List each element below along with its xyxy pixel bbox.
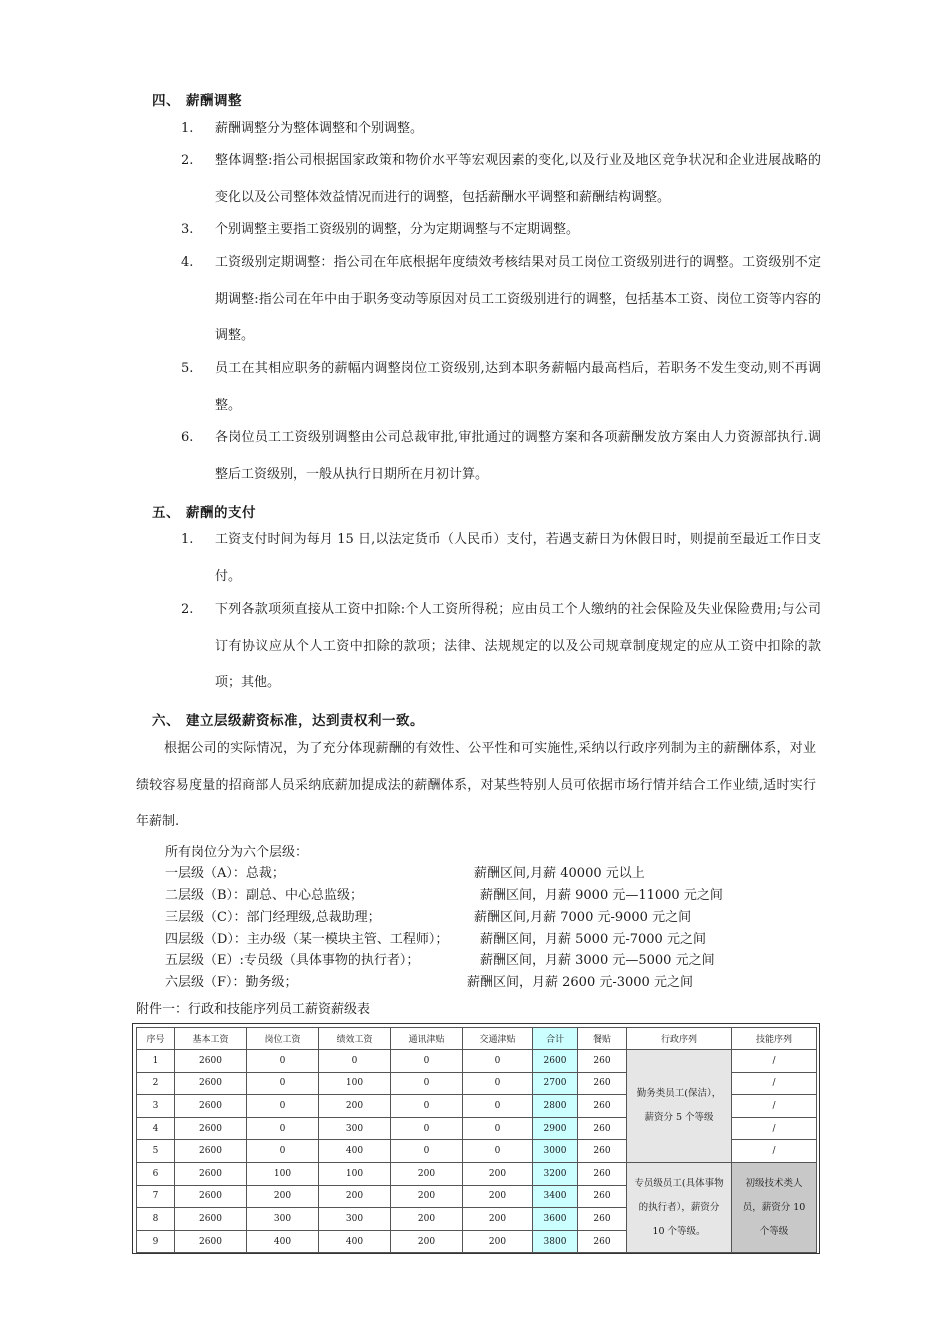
table-cell: 7: [137, 1185, 175, 1208]
table-cell: 260: [578, 1117, 627, 1140]
header-cell: 基本工资: [175, 1028, 247, 1050]
item-text: 整体调整:指公司根据国家政策和物价水平等宏观因素的变化,以及行业及地区竞争状况和企业进展战略的变化以及公司整体效益情况而进行的调整，包括薪酬水平调整和薪酬结构调整。: [215, 153, 821, 205]
skill-cell: /: [732, 1050, 817, 1073]
sec4-item-5: [181, 351, 821, 424]
table-cell: 0: [391, 1117, 463, 1140]
table-cell: 0: [391, 1140, 463, 1163]
table-header-row: [137, 1028, 817, 1050]
table-cell: 0: [463, 1072, 533, 1095]
section-4-title: 薪酬调整: [186, 93, 242, 109]
item-number: 1.: [181, 532, 194, 547]
item-text: 员工在其相应职务的薪幅内调整岗位工资级别,达到本职务薪幅内最高档后，若职务不发生变动,则不再调整。: [215, 361, 821, 413]
header-cell: 行政序列: [627, 1028, 732, 1050]
item-text: 工资支付时间为每月 15 日,以法定货币（人民币）支付，若遇支薪日为休假日时，则提前至最近工作日支付。: [215, 532, 821, 584]
table-cell: 3200: [533, 1162, 578, 1185]
section-5-heading: [152, 501, 256, 521]
section-6-title: 建立层级薪资标准，达到责权利一致。: [186, 713, 424, 729]
header-cell: 合计: [533, 1028, 578, 1050]
table-cell: 0: [391, 1095, 463, 1118]
table-row: [137, 1050, 817, 1073]
item-number: 2.: [181, 153, 194, 168]
table-cell: 0: [319, 1050, 391, 1073]
item-number: 6.: [181, 430, 194, 445]
section-4-heading: [152, 89, 242, 109]
sec4-item-3: [181, 212, 821, 249]
table-cell: 200: [463, 1185, 533, 1208]
header-cell: 通讯津贴: [391, 1028, 463, 1050]
table-cell: 2600: [175, 1162, 247, 1185]
table-cell: 2600: [175, 1117, 247, 1140]
level-range: 薪酬区间，月薪 2600 元-3000 元之间: [467, 975, 693, 990]
table-cell: 100: [319, 1072, 391, 1095]
table-cell: 2600: [175, 1140, 247, 1163]
skill-cell: /: [732, 1095, 817, 1118]
salary-table-frame: [132, 1023, 820, 1254]
table-cell: 200: [391, 1162, 463, 1185]
table-cell: 3000: [533, 1140, 578, 1163]
table-cell: 0: [463, 1140, 533, 1163]
table-cell: 4: [137, 1117, 175, 1140]
table-cell: 0: [247, 1140, 319, 1163]
table-cell: 400: [319, 1140, 391, 1163]
table-cell: 0: [463, 1095, 533, 1118]
level-name: 六层级（F）：勤务级；: [165, 975, 298, 990]
table-cell: 300: [247, 1208, 319, 1231]
table-cell: 2600: [533, 1050, 578, 1073]
table-cell: 3600: [533, 1208, 578, 1231]
table-cell: 2600: [175, 1050, 247, 1073]
section-4-number: 四、: [152, 93, 180, 109]
table-row: [137, 1162, 817, 1185]
levels-intro: 所有岗位分为六个层级：: [165, 845, 309, 860]
table-cell: 300: [319, 1208, 391, 1231]
table-cell: 0: [247, 1072, 319, 1095]
table-cell: 1: [137, 1050, 175, 1073]
level-range: 薪酬区间，月薪 3000 元—5000 元之间: [480, 953, 715, 968]
table-cell: 300: [319, 1117, 391, 1140]
section-6-heading: [152, 709, 424, 729]
item-text: 各岗位员工工资级别调整由公司总裁审批,审批通过的调整方案和各项薪酬发放方案由人力资源部执行.调整后工资级别，一般从执行日期所在月初计算。: [215, 430, 821, 482]
table-cell: 200: [391, 1185, 463, 1208]
level-range: 薪酬区间,月薪 7000 元-9000 元之间: [474, 910, 692, 925]
item-number: 1.: [181, 121, 194, 136]
table-cell: 260: [578, 1072, 627, 1095]
table-cell: 3: [137, 1095, 175, 1118]
sec5-item-1: [181, 522, 821, 595]
item-text: 下列各款项须直接从工资中扣除:个人工资所得税；应由员工个人缴纳的社会保险及失业保险费用;与公司订有协议应从个人工资中扣除的款项；法律、法规规定的以及公司规章制度规定的应从工资中扣除的款项；其他。: [215, 602, 821, 690]
table-cell: 0: [391, 1072, 463, 1095]
table-cell: 3800: [533, 1230, 578, 1253]
header-cell: 绩效工资: [319, 1028, 391, 1050]
table-cell: 100: [247, 1162, 319, 1185]
header-cell: 交通津贴: [463, 1028, 533, 1050]
table-cell: 2600: [175, 1230, 247, 1253]
table-cell: 200: [463, 1230, 533, 1253]
table-cell: 200: [463, 1162, 533, 1185]
item-number: 3.: [181, 222, 194, 237]
header-cell: 餐贴: [578, 1028, 627, 1050]
skill-cell: /: [732, 1140, 817, 1163]
item-number: 2.: [181, 602, 194, 617]
table-cell: 200: [319, 1095, 391, 1118]
level-name: 四层级（D）：主办级（某一模块主管、工程师）；: [165, 932, 449, 947]
header-cell: 岗位工资: [247, 1028, 319, 1050]
table-cell: 400: [319, 1230, 391, 1253]
table-cell: 2800: [533, 1095, 578, 1118]
table-cell: 2: [137, 1072, 175, 1095]
table-cell: 200: [391, 1208, 463, 1231]
table-cell: 0: [247, 1117, 319, 1140]
header-cell: 技能序列: [732, 1028, 817, 1050]
section-6-number: 六、: [152, 713, 180, 729]
section-5-number: 五、: [152, 505, 180, 521]
skill-cell: /: [732, 1117, 817, 1140]
table-cell: 200: [247, 1185, 319, 1208]
table-cell: 2600: [175, 1095, 247, 1118]
table-cell: 260: [578, 1140, 627, 1163]
item-number: 5.: [181, 361, 194, 376]
table-cell: 3400: [533, 1185, 578, 1208]
skill-group-cell: 初级技术类人员，薪资分 10 个等级: [732, 1162, 817, 1252]
table-cell: 9: [137, 1230, 175, 1253]
level-name: 二层级（B）：副总、中心总监级；: [165, 888, 364, 903]
item-text: 薪酬调整分为整体调整和个别调整。: [215, 121, 424, 136]
level-range: 薪酬区间，月薪 9000 元—11000 元之间: [480, 888, 723, 903]
table-cell: 0: [247, 1095, 319, 1118]
level-range: 薪酬区间,月薪 40000 元以上: [474, 866, 645, 881]
header-cell: 序号: [137, 1028, 175, 1050]
table-cell: 200: [319, 1185, 391, 1208]
table-cell: 260: [578, 1208, 627, 1231]
section-5-title: 薪酬的支付: [186, 505, 256, 521]
sec4-item-4: [181, 245, 821, 355]
table-cell: 100: [319, 1162, 391, 1185]
admin-group-cell: 专员级员工(具体事物的执行者），薪资分 10 个等级。: [627, 1162, 732, 1252]
table-cell: 2700: [533, 1072, 578, 1095]
sec6-paragraph: 根据公司的实际情况，为了充分体现薪酬的有效性、公平性和可实施性,采纳以行政序列制为主的薪酬体系，对业绩较容易度量的招商部人员采纳底薪加提成法的薪酬体系，对某些特别人员可依据市场行情并结合工作业绩,适时实行年薪制.: [136, 741, 816, 829]
table-cell: 0: [247, 1050, 319, 1073]
sec4-item-2: [181, 143, 821, 216]
table-cell: 2600: [175, 1185, 247, 1208]
table-cell: 8: [137, 1208, 175, 1231]
table-cell: 200: [463, 1208, 533, 1231]
table-cell: 200: [391, 1230, 463, 1253]
appendix-caption: 附件一：行政和技能序列员工薪资薪级表: [136, 1002, 371, 1017]
level-name: 三层级（C）：部门经理级,总裁助理；: [165, 910, 381, 925]
table-cell: 260: [578, 1162, 627, 1185]
table-cell: 0: [391, 1050, 463, 1073]
table-cell: 0: [463, 1117, 533, 1140]
table-cell: 260: [578, 1050, 627, 1073]
table-cell: 400: [247, 1230, 319, 1253]
table-cell: 260: [578, 1095, 627, 1118]
admin-group-cell: 勤务类员工(保洁），薪资分 5 个等级: [627, 1050, 732, 1163]
item-text: 个别调整主要指工资级别的调整，分为定期调整与不定期调整。: [215, 222, 580, 237]
item-number: 4.: [181, 255, 194, 270]
item-text: 工资级别定期调整：指公司在年底根据年度绩效考核结果对员工岗位工资级别进行的调整。工资级别不定期调整:指公司在年中由于职务变动等原因对员工工资级别进行的调整，包括基本工资、岗位工资等内容的调整。: [215, 255, 821, 343]
table-cell: 0: [463, 1050, 533, 1073]
table-cell: 260: [578, 1185, 627, 1208]
table-cell: 2600: [175, 1208, 247, 1231]
table-cell: 5: [137, 1140, 175, 1163]
salary-table: [136, 1027, 817, 1253]
sec5-item-2: [181, 592, 821, 702]
table-cell: 2900: [533, 1117, 578, 1140]
skill-cell: /: [732, 1072, 817, 1095]
level-range: 薪酬区间，月薪 5000 元-7000 元之间: [480, 932, 706, 947]
table-cell: 260: [578, 1230, 627, 1253]
table-cell: 2600: [175, 1072, 247, 1095]
table-cell: 6: [137, 1162, 175, 1185]
level-name: 一层级（A）：总裁；: [165, 866, 285, 881]
sec4-item-6: [181, 420, 821, 493]
level-name: 五层级（E）:专员级（具体事物的执行者）；: [165, 953, 420, 968]
